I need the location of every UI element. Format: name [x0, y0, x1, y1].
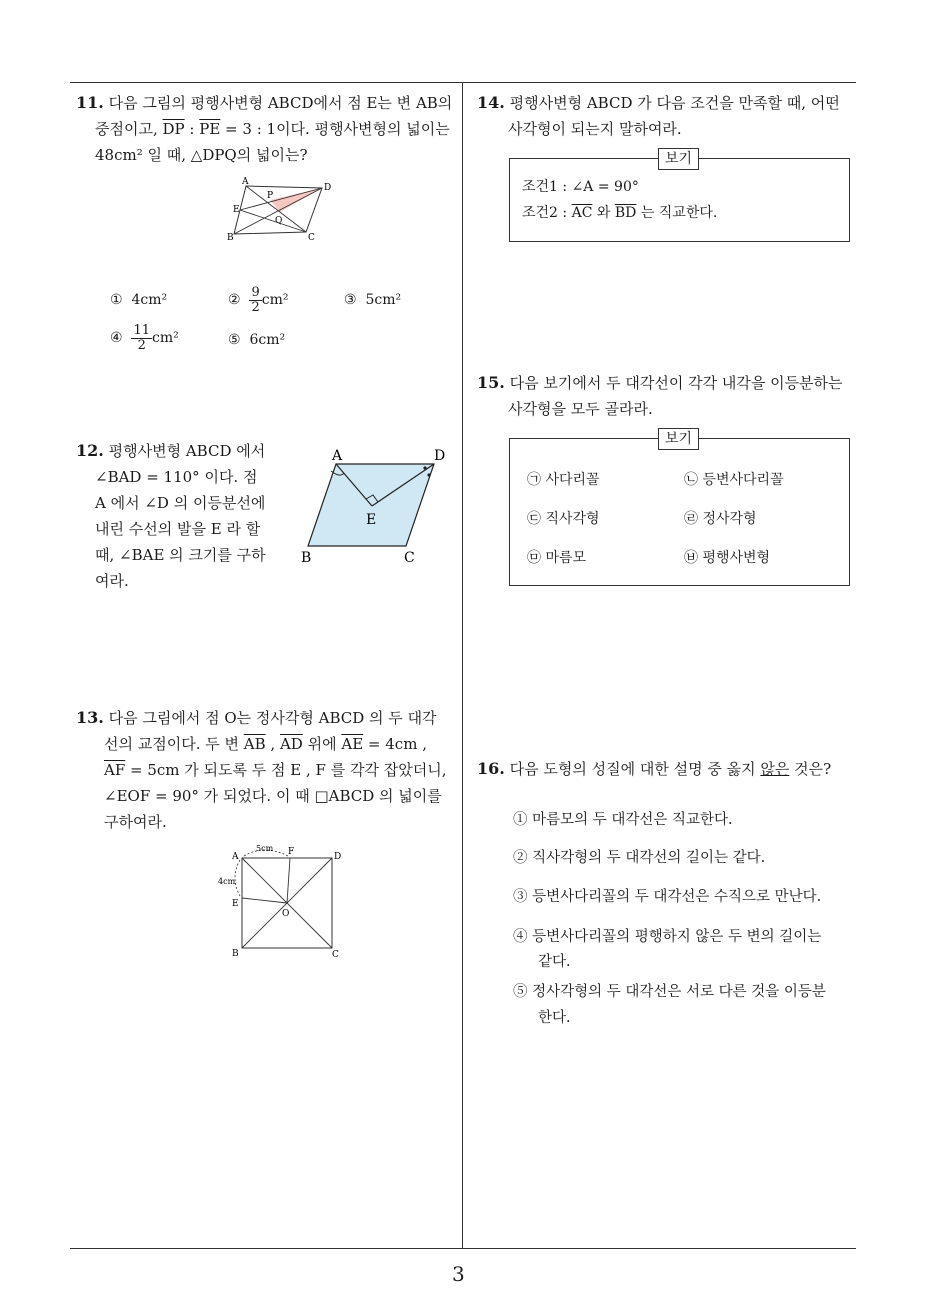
q13-label-c: C [332, 950, 339, 960]
q13-segment-of [287, 858, 290, 903]
q11-label-q: Q [275, 216, 283, 226]
question-12-number: 12. [76, 441, 104, 460]
question-16-number: 16. [477, 759, 505, 778]
q13-label-a: A [232, 852, 239, 862]
q14-bogi-box [509, 158, 850, 242]
q13-label-4cm: 4cm [218, 877, 236, 886]
q15-item-5[interactable]: ㉤ 마름모 [527, 550, 587, 566]
question-13-line4: ∠EOF = 90° 가 되었다. 이 때 □ABCD 의 넓이를 [104, 787, 442, 805]
question-12-line3: A 에서 ∠D 의 이등분선에 [95, 494, 266, 512]
q14-condition-2: 조건2 : $\overline{AC}$ 와 $\overline{BD}$ 는 직교한다. [522, 205, 718, 221]
question-15-line1: 15. 다음 보기에서 두 대각선이 각각 내각을 이등분하는 [477, 373, 843, 392]
q13-label-e: E [232, 899, 239, 909]
q12-bisector-dot-1 [423, 466, 426, 469]
q11-option-4[interactable]: ④ $\frac{11}{2}$ cm² [110, 322, 179, 353]
q15-item-4[interactable]: ㉣ 정사각형 [684, 511, 757, 527]
q13-label-5cm: 5cm [256, 844, 274, 853]
bottom-rule [70, 1248, 856, 1249]
q12-label-c: C [404, 550, 415, 566]
page-number: 3 [452, 1262, 465, 1286]
q11-label-c: C [308, 233, 315, 243]
q13-dimension-4cm [235, 860, 240, 896]
question-14-number: 14. [477, 93, 505, 112]
q13-label-f: F [288, 847, 295, 857]
q15-item-2[interactable]: ㉡ 등변사다리꼴 [684, 472, 784, 488]
q16-option-4[interactable]: ④ 등변사다리꼴의 평행하지 않은 두 변의 길이는 [513, 929, 822, 945]
q11-label-b: B [227, 233, 234, 243]
q13-figure [214, 842, 344, 962]
q16-option-5[interactable]: ⑤ 정사각형의 두 대각선은 서로 다른 것을 이등분 [513, 984, 826, 1000]
question-12-line5: 때, ∠BAE 의 크기를 구하 [95, 546, 266, 564]
question-12 [76, 438, 291, 594]
q15-item-3[interactable]: ㉢ 직사각형 [527, 511, 600, 527]
question-11-line2: 중점이고, $\overline{DP}$ : $\overline{PE} = 3$ : 1이다. 평행사변형의 넓이는 [95, 120, 450, 138]
question-12-line2: ∠BAD = 110° 이다. 점 [95, 468, 258, 486]
question-15-number: 15. [477, 373, 505, 392]
question-12-line6: 여라. [95, 572, 129, 590]
q13-label-b: B [232, 949, 239, 959]
question-13 [76, 705, 458, 835]
q11-option-3[interactable]: ③ 5cm² [344, 292, 402, 308]
q11-label-d: D [324, 183, 332, 193]
question-12-line4: 내린 수선의 발을 E 라 할 [95, 520, 261, 538]
q13-label-o: O [282, 909, 290, 919]
question-13-line1: 13. 다음 그림에서 점 O는 정사각형 ABCD 의 두 대각 [76, 708, 437, 727]
question-14-line2: 사각형이 되는지 말하여라. [508, 120, 682, 138]
q11-option-2-fraction: $\frac{9}{2}$ [251, 284, 260, 315]
question-11 [76, 90, 458, 168]
question-16 [477, 756, 859, 782]
q16-option-1[interactable]: ① 마름모의 두 대각선은 직교한다. [513, 812, 733, 828]
q12-label-d: D [434, 448, 446, 464]
q11-label-p: P [267, 191, 274, 201]
q16-option-4-cont: 같다. [538, 954, 571, 970]
q11-label-a: A [242, 177, 249, 187]
question-13-number: 13. [76, 708, 104, 727]
q15-bogi-label: 보기 [658, 428, 699, 450]
q12-label-b: B [301, 550, 312, 566]
question-13-line5: 구하여라. [104, 813, 167, 831]
q12-bisector-dot-2 [427, 473, 430, 476]
question-16-line1: 16. 다음 도형의 성질에 대한 설명 중 옳지 않은 것은? [477, 759, 832, 778]
question-15-line2: 사각형을 모두 골라라. [508, 400, 653, 418]
question-14-line1: 14. 평행사변형 ABCD 가 다음 조건을 만족할 때, 어떤 [477, 93, 840, 112]
question-11-line3: 48cm² 일 때, △DPQ의 넓이는? [95, 146, 308, 164]
question-11-line1: 11. 다음 그림의 평행사변형 ABCD에서 점 E는 변 AB의 [76, 93, 453, 112]
q12-label-a: A [332, 448, 343, 464]
question-11-number: 11. [76, 93, 104, 112]
q16-option-5-cont: 한다. [538, 1010, 571, 1026]
q15-item-1[interactable]: ㉠ 사다리꼴 [527, 472, 600, 488]
q13-segment-oe [242, 898, 287, 903]
q11-option-2[interactable]: ② $\frac{9}{2}$ cm² [228, 284, 289, 315]
q13-label-d: D [334, 852, 342, 862]
q16-option-2[interactable]: ② 직사각형의 두 대각선의 길이는 같다. [513, 850, 766, 866]
q15-item-6[interactable]: ㉥ 평행사변형 [684, 550, 771, 566]
column-divider [462, 82, 463, 1248]
question-13-line2: 선의 교점이다. 두 변 $\overline{AB}$ , $\overline{AD}$ 위에 $\overline{AE} = 4cm$ , [104, 735, 427, 753]
q16-option-3[interactable]: ③ 등변사다리꼴의 두 대각선은 수직으로 만난다. [513, 889, 822, 905]
q14-bogi-label: 보기 [658, 148, 699, 170]
q11-figure [224, 176, 336, 246]
q11-option-4-fraction: $\frac{11}{2}$ [133, 322, 151, 353]
q11-label-e: E [233, 205, 240, 215]
top-rule [70, 82, 856, 83]
question-13-line3: $\overline{AF} = 5cm$ 가 되도록 두 점 E , F 를 각각 잡았더니, [104, 761, 447, 779]
q11-option-1[interactable]: ① 4cm² [110, 292, 168, 308]
q12-label-e: E [366, 512, 377, 528]
q11-option-5[interactable]: ⑤ 6cm² [228, 332, 286, 348]
q12-figure [296, 444, 456, 572]
question-15 [477, 370, 859, 422]
q14-condition-1: 조건1 : ∠A = 90° [522, 179, 639, 195]
question-14 [477, 90, 859, 142]
question-12-line1: 12. 평행사변형 ABCD 에서 [76, 441, 266, 460]
